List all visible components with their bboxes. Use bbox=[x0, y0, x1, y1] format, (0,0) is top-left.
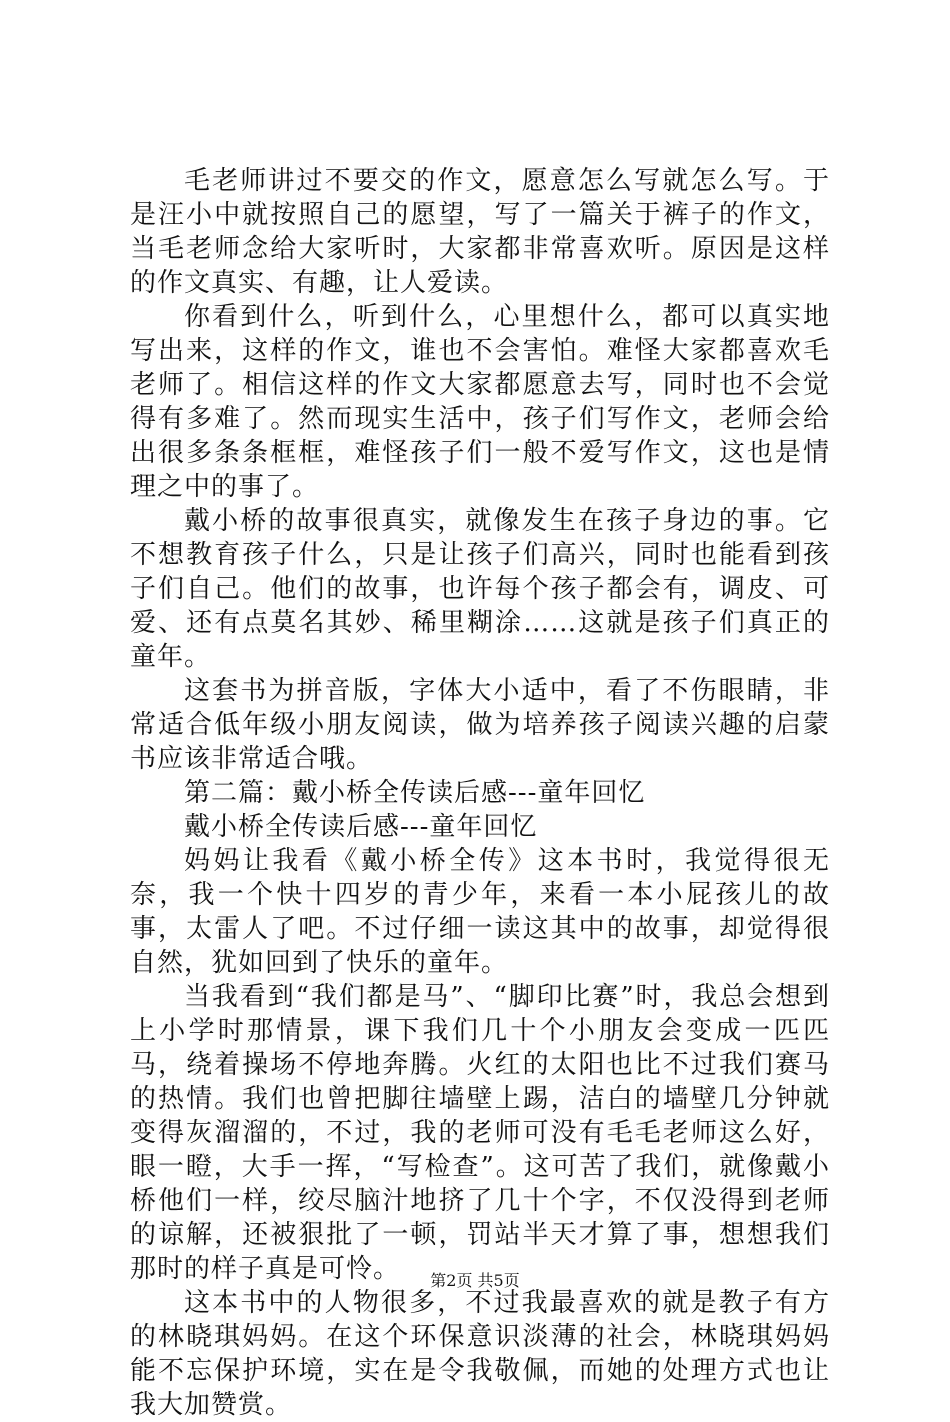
document-body bbox=[130, 164, 830, 1422]
paragraph: 戴小桥的故事很真实，就像发生在孩子身边的事。它不想教育孩子什么，只是让孩子们高兴，同时也能看到孩子们自己。他们的故事，也许每个孩子都会有，调皮、可爱、还有点莫名其妙、稀里糊涂……这就是孩子们真正的童年。 bbox=[130, 506, 830, 672]
paragraph: 这本书中的人物很多，不过我最喜欢的就是教子有方的林晓琪妈妈。在这个环保意识淡薄的社会，林晓琪妈妈能不忘保护环境，实在是令我敬佩，而她的处理方式也让我大加赞赏。 bbox=[130, 1288, 830, 1420]
paragraph: 你看到什么，听到什么，心里想什么，都可以真实地写出来，这样的作文，谁也不会害怕。难怪大家都喜欢毛老师了。相信这样的作文大家都愿意去写，同时也不会觉得有多难了。然而现实生活中，孩子们写作文，老师会给出很多条条框框，难怪孩子们一般不爱写作文，这也是情理之中的事了。 bbox=[130, 302, 830, 502]
paragraph: 毛老师讲过不要交的作文，愿意怎么写就怎么写。于是汪小中就按照自己的愿望，写了一篇关于裤子的作文，当毛老师念给大家听时，大家都非常喜欢听。原因是这样的作文真实、有趣，让人爱读。 bbox=[130, 166, 830, 298]
page-footer: 第2页 共5页 bbox=[430, 1271, 520, 1290]
section-heading: 第二篇：戴小桥全传读后感---童年回忆 bbox=[184, 778, 646, 808]
paragraph: 这套书为拼音版，字体大小适中，看了不伤眼睛，非常适合低年级小朋友阅读，做为培养孩子阅读兴趣的启蒙书应该非常适合哦。 bbox=[130, 676, 830, 774]
article-title: 戴小桥全传读后感---童年回忆 bbox=[184, 812, 538, 842]
paragraph: 妈妈让我看《戴小桥全传》这本书时，我觉得很无奈，我一个快十四岁的青少年，来看一本小屁孩儿的故事，太雷人了吧。不过仔细一读这其中的故事，却觉得很自然，犹如回到了快乐的童年。 bbox=[130, 846, 830, 978]
paragraph: 当我看到“我们都是马”、“脚印比赛”时，我总会想到上小学时那情景，课下我们几十个小朋友会变成一匹匹马，绕着操场不停地奔腾。火红的太阳也比不过我们赛马的热情。我们也曾把脚往墙壁上踢，洁白的墙壁几分钟就变得灰溜溜的，不过，我的老师可没有毛毛老师这么好，眼一瞪，大手一挥，“写检查”。这可苦了我们，就像戴小桥他们一样，绞尽脑汁地挤了几十个字，不仅没得到老师的谅解，还被狠批了一顿，罚站半天才算了事，想想我们那时的样子真是可怜。 bbox=[130, 982, 830, 1284]
